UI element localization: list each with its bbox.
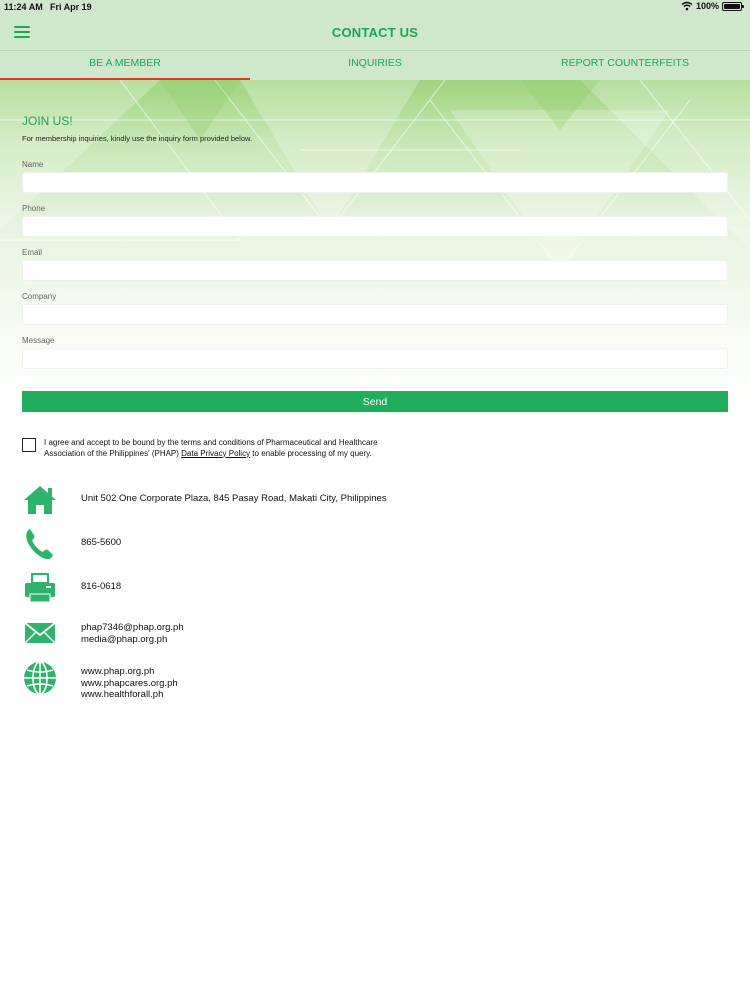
globe-icon	[22, 660, 58, 696]
fax-row	[22, 572, 728, 616]
address-text: Unit 502 One Corporate Plaza, 845 Pasay Road, Makati City, Philippines	[81, 493, 387, 504]
form-title: JOIN US!	[22, 114, 73, 128]
message-input[interactable]	[22, 348, 728, 369]
tab-bar	[0, 51, 750, 80]
tab-be-a-member[interactable]: BE A MEMBER	[0, 51, 250, 80]
website-row	[22, 660, 728, 704]
consent-checkbox[interactable]	[22, 438, 36, 452]
phone-label: Phone	[22, 204, 46, 213]
website-text	[81, 666, 178, 701]
website-link-3[interactable]: www.healthforall.ph	[81, 689, 164, 700]
email-label: Email	[22, 248, 43, 257]
battery-icon	[722, 2, 742, 11]
form-subtitle: For membership inquiries, kindly use the inquiry form provided below.	[22, 134, 253, 143]
website-link-2[interactable]: www.phapcares.org.ph	[81, 677, 178, 689]
name-label: Name	[22, 160, 44, 169]
phone-icon	[22, 528, 58, 560]
membership-form	[22, 114, 728, 380]
status-date: Fri Apr 19	[50, 2, 92, 12]
consent-text	[44, 438, 414, 459]
email-row	[22, 616, 728, 660]
tab-report-counterfeits[interactable]: REPORT COUNTERFEITS	[561, 57, 689, 69]
page-title: CONTACT US	[331, 25, 419, 40]
navbar	[0, 16, 750, 51]
phone-row	[22, 528, 728, 572]
status-right	[681, 1, 742, 11]
tab-inquiries[interactable]: INQUIRIES	[348, 57, 402, 69]
consent-text-after: to enable processing of my query.	[250, 448, 372, 458]
data-privacy-policy-link[interactable]: Data Privacy Policy	[181, 448, 251, 458]
message-label: Message	[22, 336, 55, 345]
home-icon	[22, 484, 58, 516]
phone-input[interactable]	[22, 216, 728, 237]
status-bar	[0, 0, 750, 16]
company-input[interactable]	[22, 304, 728, 325]
name-input[interactable]	[22, 172, 728, 193]
envelope-icon	[22, 616, 58, 648]
wifi-icon	[681, 1, 693, 11]
email-text	[81, 622, 184, 645]
email-input[interactable]	[22, 260, 728, 281]
company-label: Company	[22, 292, 57, 301]
battery-percent: 100%	[695, 1, 719, 11]
status-time: 11:24 AM	[4, 2, 43, 12]
top-bar	[0, 0, 750, 80]
contact-info-list	[22, 484, 728, 704]
fax-text: 816-0618	[81, 581, 122, 592]
phone-text[interactable]: 865-5600	[81, 537, 122, 548]
website-link-1[interactable]: www.phap.org.ph	[81, 666, 155, 677]
address-row	[22, 484, 728, 528]
email-link-2[interactable]: media@phap.org.ph	[81, 633, 168, 645]
fax-icon	[22, 572, 58, 604]
consent-text-before: I agree and accept to be bound by the terms and conditions of Pharmaceutical and Healthcare Association of the Philippines' (PHAP)	[44, 438, 378, 458]
email-link-1[interactable]: phap7346@phap.org.ph	[81, 622, 184, 633]
send-button[interactable]: Send	[22, 391, 728, 412]
